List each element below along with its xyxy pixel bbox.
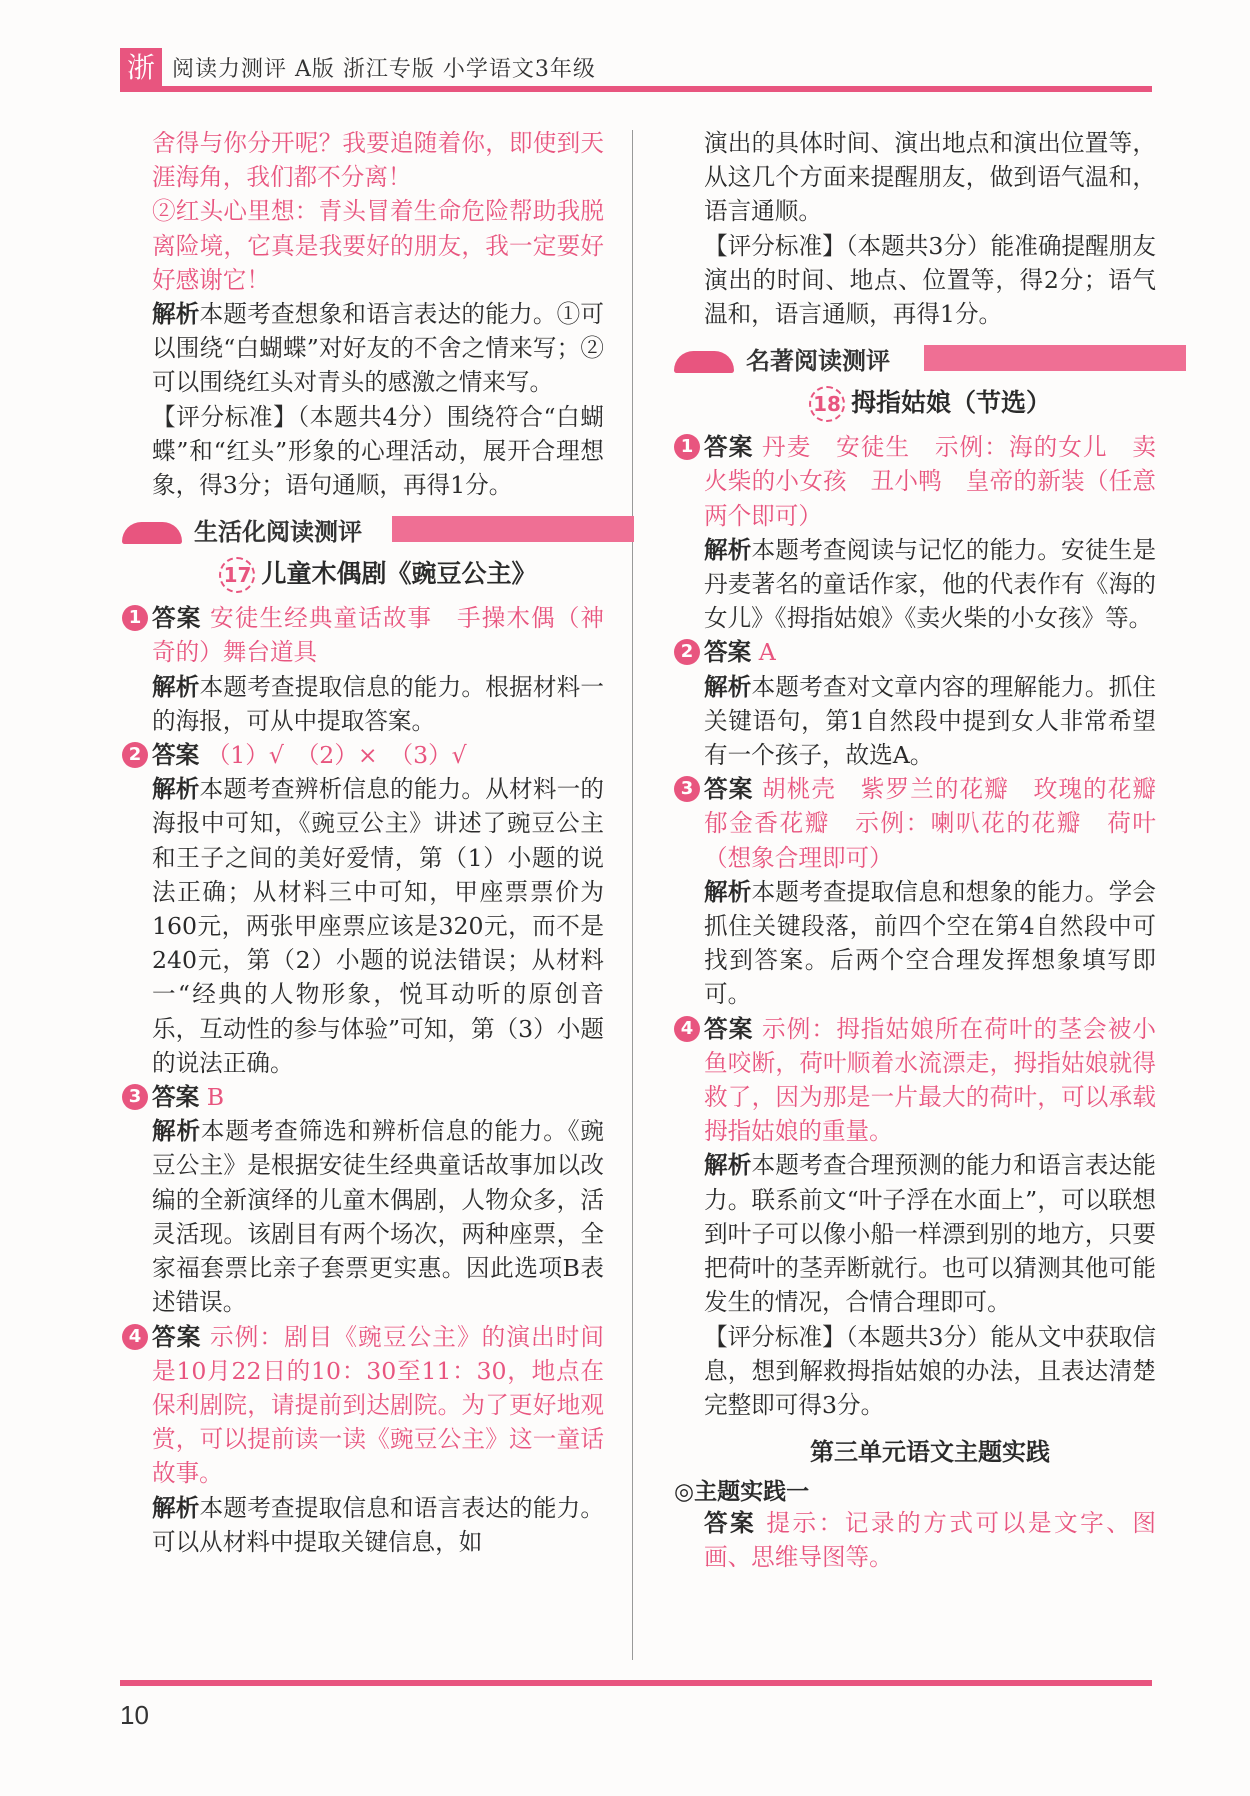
book-title: 阅读力测评 A版 浙江专版 小学语文3年级 xyxy=(172,57,596,82)
question-2: 2 答案 A 解析本题考查对文章内容的理解能力。抓住关键语句，第1自然段中提到女人非常希望有一个孩子，故选A。 xyxy=(704,635,1156,772)
question-1: 1 答案 安徒生经典童话故事 手操木偶（神奇的）舞台道具 解析本题考查提取信息的能力。根据材料一的海报，可从中提取答案。 xyxy=(152,601,604,738)
practice-title: ◎主题实践一 xyxy=(674,1479,810,1506)
unit-title: 第三单元语文主题实践 xyxy=(810,1438,1050,1467)
practice-answer: 答案 提示：记录的方式可以是文字、图画、思维导图等。 xyxy=(704,1509,1157,1572)
analysis-paragraph: 解析本题考查想象和语言表达的能力。①可以围绕“白蝴蝶”对好友的不舍之情来写；②可以围绕红头对青头的感激之情来写。 xyxy=(152,300,605,397)
section-bar xyxy=(392,516,634,542)
question-4: 4 答案 示例：剧目《豌豆公主》的演出时间是10月22日的10：30至11：30，地点在保利剧院，请提前到达剧院。为了更好地观赏，可以提前读一读《豌豆公主》这一童话故事。 解析本题考查提取信息和语言表达的能力。可以从材料中提取关键信息，如 xyxy=(152,1320,604,1559)
section-bar xyxy=(924,345,1186,371)
left-column xyxy=(128,126,605,1559)
analysis-continuation: 演出的具体时间、演出地点和演出位置等，从这几个方面来提醒朋友，做到语气温和，语言通顺。 xyxy=(704,129,1156,226)
section-header-classics: 名著阅读测评 xyxy=(674,339,1156,379)
footer-rule xyxy=(120,1680,1152,1686)
header-rule xyxy=(120,86,1152,92)
question-2: 2 答案 （1）√ （2）× （3）√ 解析本题考查辨析信息的能力。从材料一的海报中可知，《豌豆公主》讲述了豌豆公主和王子之间的美好爱情，第（1）小题的说法正确；从材料三中可知，甲座票票价为160元，两张甲座票应该是320元，而不是240元，第（2）小题的说法错误；从材料一“经典的人物形象，悦耳动听的原创音乐，互动性的参与体验”可知，第（3）小题的说法正确。 xyxy=(152,738,604,1080)
question-3: 3 答案 B 解析本题考查筛选和辨析信息的能力。《豌豆公主》是根据安徒生经典童话故事加以改编的全新演绎的儿童木偶剧，人物众多，活灵活现。该剧目有两个场次，两种座票，全家福套票比亲子套票更实惠。因此选项B表述错误。 xyxy=(152,1080,604,1319)
mushroom-icon xyxy=(674,351,734,373)
article-title-18: 18 拇指姑娘（节选） xyxy=(704,383,1156,422)
question-3: 3 答案 胡桃壳 紫罗兰的花瓣 玫瑰的花瓣 郁金香花瓣 示例：喇叭花的花瓣 荷叶（想象合理即可） 解析本题考查提取信息和想象的能力。学会抓住关键段落，前四个空在第4自然段中可找到答案。后两个空合理发挥想象填写即可。 xyxy=(704,772,1156,1011)
page-header xyxy=(120,48,1152,92)
right-column xyxy=(674,126,1180,1575)
mushroom-icon xyxy=(122,522,182,544)
question-1: 1 答案 丹麦 安徒生 示例：海的女儿 卖火柴的小女孩 丑小鸭 皇帝的新装（任意两个即可） 解析本题考查阅读与记忆的能力。安徒生是丹麦著名的童话作家，他的代表作有《海的女儿》《拇指姑娘》《卖火柴的小女孩》等。 xyxy=(704,430,1156,635)
answer-continuation-2: ②红头心里想：青头冒着生命危险帮助我脱离险境，它真是我要好的朋友，我一定要好好感谢它！ xyxy=(152,197,604,294)
scoring-criteria-right: 【评分标准】（本题共3分）能准确提醒朋友演出的时间、地点、位置等，得2分；语气温和，语言通顺，再得1分。 xyxy=(704,231,1156,329)
answer-continuation-1: 舍得与你分开呢？我要追随着你，即使到天涯海角，我们都不分离！ xyxy=(152,129,604,192)
scoring-criteria: 【评分标准】（本题共4分）围绕符合“白蝴蝶”和“红头”形象的心理活动，展开合理想象，得3分；语句通顺，再得1分。 xyxy=(152,402,604,500)
province-badge: 浙 xyxy=(120,48,162,88)
page-number: 10 xyxy=(120,1700,149,1730)
section-header-life-reading: 生活化阅读测评 xyxy=(122,510,604,550)
scoring-criteria-q4: 【评分标准】（本题共3分）能从文中获取信息，想到解救拇指姑娘的办法，且表达清楚完整即可得3分。 xyxy=(704,1322,1156,1419)
question-4: 4 答案 示例：拇指姑娘所在荷叶的茎会被小鱼咬断，荷叶顺着水流漂走，拇指姑娘就得救了，因为那是一片最大的荷叶，可以承载拇指姑娘的重量。 解析本题考查合理预测的能力和语言表达能力。联系前文“叶子浮在水面上”，可以联想到叶子可以像小船一样漂到别的地方，只要把荷叶的茎弄断就行。也可以猜测其他可能发生的情况，合情合理即可。 【评分标准】（本题共3分）能从文中获取信息，想到解救拇指姑娘的办法，且表达清楚完整即可得3分。 xyxy=(704,1012,1156,1422)
article-title-17: 17 儿童木偶剧《豌豆公主》 xyxy=(152,554,604,593)
column-divider xyxy=(632,130,633,1660)
